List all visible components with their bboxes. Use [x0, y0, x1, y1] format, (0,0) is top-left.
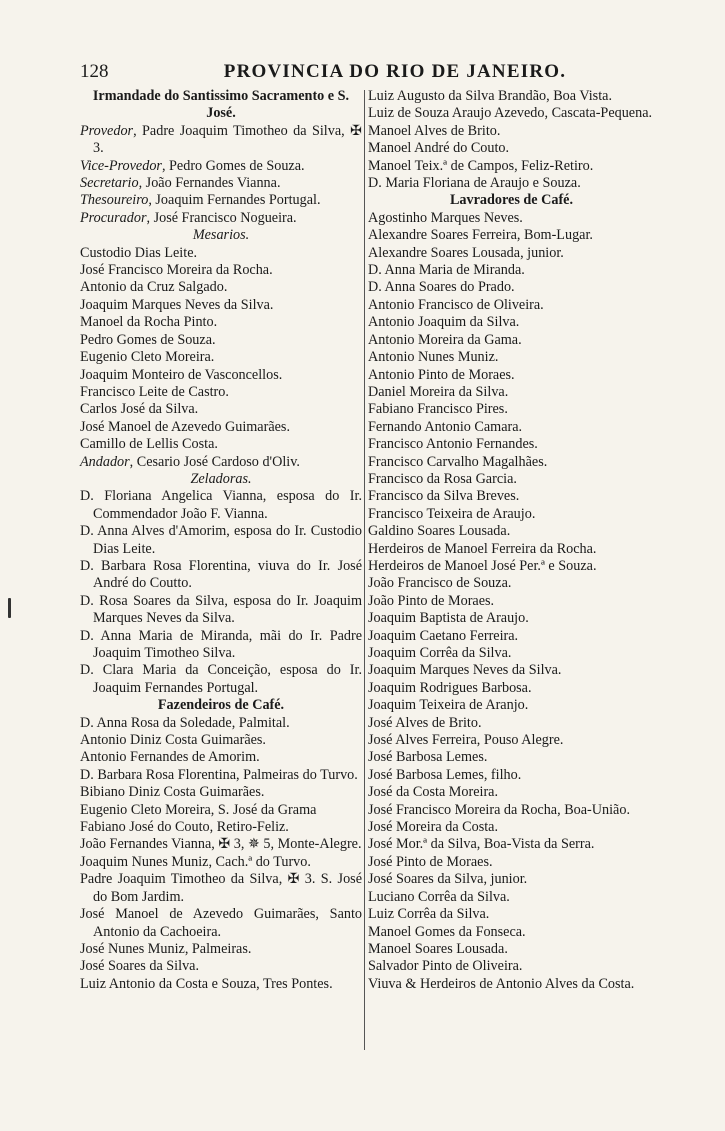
page-header: [80, 60, 660, 84]
right-column: [368, 88, 655, 993]
mesario-entry: Carlos José da Silva.: [80, 401, 199, 418]
fazendeiro-entry: D. Anna Rosa da Soledade, Palmital.: [80, 714, 290, 731]
mesario-entry: José Manoel de Azevedo Guimarães.: [80, 418, 290, 435]
thesoureiro-label: Thesoureiro: [80, 192, 149, 209]
secretario-text: , João Fernandes Vianna.: [138, 175, 281, 192]
fazendeiro-entry: Manoel Alves de Brito.: [368, 122, 501, 139]
andador-label: Andador: [80, 453, 130, 470]
mesario-entry: Camillo de Lellis Costa.: [80, 436, 218, 453]
fazendeiro-entry: Luiz de Souza Araujo Azevedo, Cascata-Pequena.: [368, 105, 653, 122]
zeladoras-heading: Zeladoras.: [190, 470, 252, 487]
lavrador-entry: Antonio Francisco de Oliveira.: [368, 296, 544, 313]
lavradores-heading: Lavradores de Café.: [449, 192, 574, 209]
lavrador-entry: Viuva & Herdeiros de Antonio Alves da Costa.: [368, 975, 635, 992]
lavrador-entry: Antonio Pinto de Moraes.: [368, 366, 515, 383]
mesario-entry: José Francisco Moreira da Rocha.: [80, 262, 273, 279]
mesario-entry: Francisco Leite de Castro.: [80, 383, 229, 400]
provedor-text: , Padre Joaquim Timotheo da Silva, ✠ 3.: [93, 122, 362, 157]
fazendeiro-entry: José Soares da Silva.: [80, 958, 200, 975]
lavrador-entry: Herdeiros de Manoel Ferreira da Rocha.: [368, 540, 597, 557]
lavrador-entry: Agostinho Marques Neves.: [368, 209, 523, 226]
column-divider: [364, 90, 365, 1050]
lavrador-entry: Herdeiros de Manoel José Per.ª e Souza.: [368, 557, 597, 574]
fazendeiro-entry: Manoel Teix.ª de Campos, Feliz-Retiro.: [368, 157, 594, 174]
lavrador-entry: Luiz Corrêa da Silva.: [368, 906, 490, 923]
provedor-entry: [80, 123, 362, 158]
lavrador-entry: Francisco da Silva Breves.: [368, 488, 520, 505]
lavrador-entry: José Pinto de Moraes.: [368, 853, 493, 870]
lavrador-entry: Alexandre Soares Ferreira, Bom-Lugar.: [368, 227, 593, 244]
fazendeiro-entry: Padre Joaquim Timotheo da Silva, ✠ 3. S. José do Bom Jardim.: [80, 871, 362, 905]
procurador-text: , José Francisco Nogueira.: [146, 209, 297, 226]
mesarios-heading: Mesarios.: [192, 227, 250, 244]
lavrador-entry: Joaquim Marques Neves da Silva.: [368, 662, 562, 679]
zeladora-entry: D. Rosa Soares da Silva, esposa do Ir. Joaquim Marques Neves da Silva.: [80, 592, 362, 627]
fazendeiro-entry: Luiz Antonio da Costa e Souza, Tres Pontes.: [80, 975, 333, 992]
lavrador-entry: Joaquim Caetano Ferreira.: [368, 627, 519, 644]
fazendeiro-entry: D. Maria Floriana de Araujo e Souza.: [368, 175, 581, 192]
andador-entry: [80, 454, 362, 471]
lavrador-entry: Joaquim Baptista de Araujo.: [368, 610, 529, 627]
lavrador-entry: Francisco Teixeira de Araujo.: [368, 505, 536, 522]
mesario-entry: Antonio da Cruz Salgado.: [80, 279, 228, 296]
zeladora-entry: D. Anna Alves d'Amorim, esposa do Ir. Custodio Dias Leite.: [80, 523, 362, 557]
lavrador-entry: Daniel Moreira da Silva.: [368, 383, 509, 400]
secretario-label: Secretario: [80, 175, 139, 192]
scan-edge-mark: [8, 598, 11, 618]
fazendeiro-entry: Fabiano José do Couto, Retiro-Feliz.: [80, 819, 289, 836]
lavrador-entry: Francisco Carvalho Magalhães.: [368, 453, 548, 470]
lavrador-entry: José da Costa Moreira.: [368, 784, 499, 801]
provedor-label: Provedor: [80, 122, 134, 139]
mesario-entry: Joaquim Monteiro de Vasconcellos.: [80, 366, 283, 383]
fazendeiro-entry: João Fernandes Vianna, ✠ 3, ✵ 5, Monte-Alegre.: [80, 836, 362, 853]
left-column: [80, 88, 362, 993]
lavrador-entry: Joaquim Teixeira de Aranjo.: [368, 697, 529, 714]
fazendeiro-entry: Luiz Augusto da Silva Brandão, Boa Vista.: [368, 88, 612, 104]
lavrador-entry: Joaquim Corrêa da Silva.: [368, 645, 512, 661]
lavrador-entry: José Barbosa Lemes.: [368, 749, 488, 766]
fazendeiro-entry: Joaquim Nunes Muniz, Cach.ª do Turvo.: [80, 853, 311, 870]
lavrador-entry: José Alves Ferreira, Pouso Alegre.: [368, 732, 564, 749]
zeladora-entry: D. Anna Maria de Miranda, mãi do Ir. Padre Joaquim Timotheo Silva.: [80, 627, 362, 661]
lavrador-entry: Luciano Corrêa da Silva.: [368, 888, 510, 905]
thesoureiro-entry: [80, 192, 362, 209]
fazendeiro-entry: Antonio Fernandes de Amorim.: [80, 749, 260, 766]
lavrador-entry: José Mor.ª da Silva, Boa-Vista da Serra.: [368, 836, 595, 853]
vice-provedor-entry: [80, 158, 362, 175]
lavrador-entry: João Francisco de Souza.: [368, 575, 512, 592]
lavrador-entry: José Francisco Moreira da Rocha, Boa-União.: [368, 801, 630, 818]
page-title: PROVINCIA DO RIO DE JANEIRO.: [223, 61, 567, 82]
mesario-entry: Joaquim Marques Neves da Silva.: [80, 296, 274, 313]
mesario-entry: Eugenio Cleto Moreira.: [80, 349, 215, 366]
lavrador-entry: Fabiano Francisco Pires.: [368, 401, 508, 418]
lavrador-entry: D. Anna Soares do Prado.: [368, 279, 515, 296]
andador-text: , Cesario José Cardoso d'Oliv.: [129, 453, 300, 470]
procurador-entry: [80, 210, 362, 227]
vice-provedor-label: Vice-Provedor: [80, 157, 162, 174]
fazendeiro-entry: José Manoel de Azevedo Guimarães, Santo Antonio da Cachoeira.: [80, 906, 362, 940]
lavrador-entry: Antonio Moreira da Gama.: [368, 331, 522, 348]
lavrador-entry: Joaquim Rodrigues Barbosa.: [368, 679, 532, 696]
lavrador-entry: Manoel Gomes da Fonseca.: [368, 923, 526, 940]
fazendeiro-entry: Bibiano Diniz Costa Guimarães.: [80, 784, 265, 801]
zeladora-entry: D. Clara Maria da Conceição, esposa do Ir. Joaquim Fernandes Portugal.: [80, 662, 362, 696]
page-number: 128: [80, 61, 109, 82]
mesario-entry: Custodio Dias Leite.: [80, 244, 198, 261]
lavrador-entry: Francisco da Rosa Garcia.: [368, 470, 517, 487]
zeladora-entry: D. Floriana Angelica Vianna, esposa do Ir. Commendador João F. Vianna.: [80, 488, 362, 522]
lavrador-entry: José Soares da Silva, junior.: [368, 871, 528, 888]
lavrador-entry: Francisco Antonio Fernandes.: [368, 436, 538, 453]
mesario-entry: Pedro Gomes de Souza.: [80, 331, 216, 348]
lavrador-entry: Antonio Joaquim da Silva.: [368, 314, 520, 331]
lavrador-entry: Alexandre Soares Lousada, junior.: [368, 244, 564, 261]
lavrador-entry: D. Anna Maria de Miranda.: [368, 262, 525, 279]
lavrador-entry: Galdino Soares Lousada.: [368, 523, 511, 540]
fazendeiros-heading: Fazendeiros de Café.: [157, 697, 285, 714]
fazendeiro-entry: D. Barbara Rosa Florentina, Palmeiras do Turvo.: [80, 766, 358, 783]
zeladora-entry: D. Barbara Rosa Florentina, viuva do Ir. José André do Coutto.: [80, 557, 362, 592]
fazendeiro-entry: Manoel André do Couto.: [368, 140, 510, 157]
lavrador-entry: Fernando Antonio Camara.: [368, 418, 523, 435]
lavrador-entry: José Moreira da Costa.: [368, 819, 499, 836]
secretario-entry: [80, 175, 362, 192]
fazendeiro-entry: José Nunes Muniz, Palmeiras.: [80, 940, 252, 957]
procurador-label: Procurador: [80, 209, 147, 226]
thesoureiro-text: , Joaquim Fernandes Portugal.: [148, 192, 321, 209]
lavrador-entry: Antonio Nunes Muniz.: [368, 349, 499, 366]
fazendeiro-entry: Antonio Diniz Costa Guimarães.: [80, 732, 266, 749]
fazendeiro-entry: Eugenio Cleto Moreira, S. José da Grama: [80, 801, 317, 818]
lavrador-entry: Salvador Pinto de Oliveira.: [368, 958, 523, 975]
vice-provedor-text: , Pedro Gomes de Souza.: [161, 157, 305, 174]
lavrador-entry: João Pinto de Moraes.: [368, 592, 495, 609]
lavrador-entry: Manoel Soares Lousada.: [368, 940, 508, 957]
mesario-entry: Manoel da Rocha Pinto.: [80, 314, 218, 331]
lavrador-entry: José Barbosa Lemes, filho.: [368, 766, 522, 783]
lavrador-entry: José Alves de Brito.: [368, 714, 482, 731]
irmandade-heading: Irmandade do Santissimo Sacramento e S. José.: [92, 88, 350, 122]
